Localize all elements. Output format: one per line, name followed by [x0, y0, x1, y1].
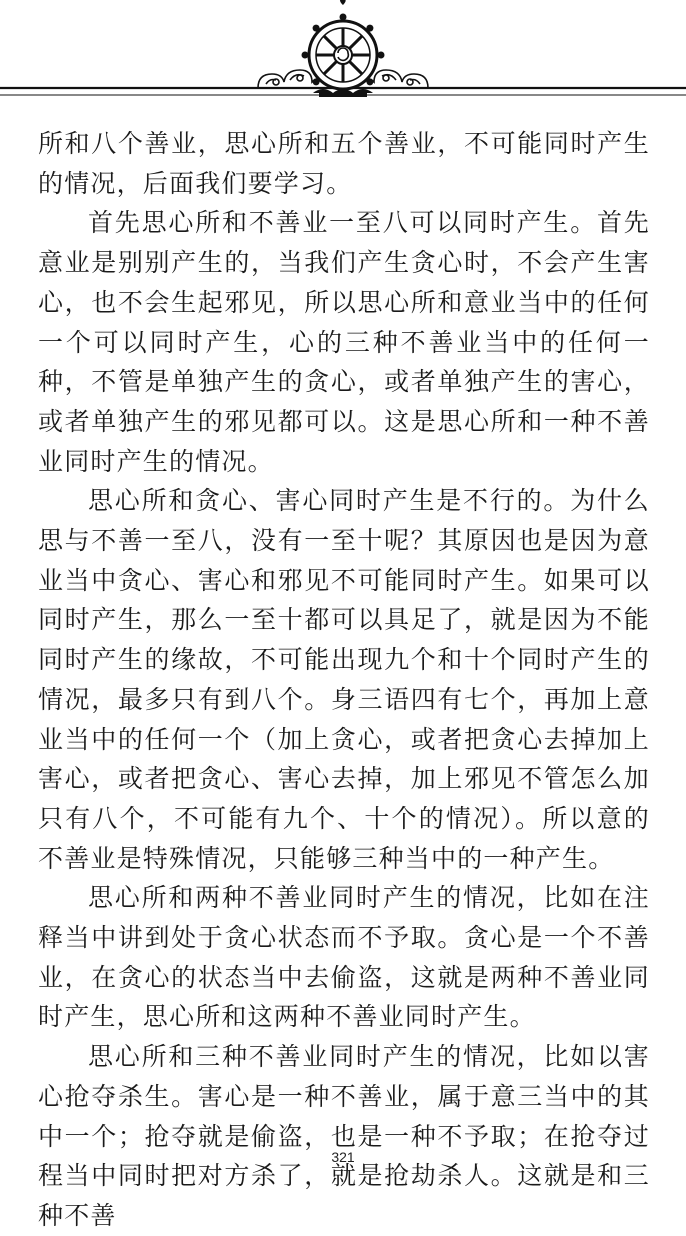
- document-body: [38, 124, 650, 1236]
- page-number: 321: [331, 1149, 355, 1165]
- paragraph: 首先思心所和不善业一至八可以同时产生。首先意业是别别产生的，当我们产生贪心时，不会产生害心，也不会生起邪见，所以思心所和意业当中的任何一个可以同时产生，心的三种不善业当中的任何一种，不管是单独产生的贪心，或者单独产生的害心，或者单独产生的邪见都可以。这是思心所和一种不善业同时产生的情况。: [38, 208, 650, 476]
- page-header-ornament: [0, 0, 686, 105]
- paragraph: 思心所和两种不善业同时产生的情况，比如在注释当中讲到处于贪心状态而不予取。贪心是一个不善业，在贪心的状态当中去偷盗，这就是两种不善业同时产生，思心所和这两种不善业同时产生。: [38, 883, 650, 1032]
- paragraph: 所和八个善业，思心所和五个善业，不可能同时产生的情况，后面我们要学习。: [38, 129, 650, 198]
- header-ornament-graphic: [0, 0, 686, 105]
- paragraph: 思心所和贪心、害心同时产生是不行的。为什么思与不善一至八，没有一至十呢？其原因也是因为意业当中贪心、害心和邪见不可能同时产生。如果可以同时产生，那么一至十都可以具足了，就是因为不能同时产生的缘故，不可能出现九个和十个同时产生的情况，最多只有到八个。身三语四有七个，再加上意业当中的任何一个（加上贪心，或者把贪心去掉加上害心，或者把贪心、害心去掉，加上邪见不管怎么加只有八个，不可能有九个、十个的情况）。所以意的不善业是特殊情况，只能够三种当中的一种产生。: [38, 486, 650, 873]
- dharma-wheel-icon: [302, 0, 385, 97]
- paragraph: 思心所和三种不善业同时产生的情况，比如以害心抢夺杀生。害心是一种不善业，属于意三当中的其中一个；抢夺就是偷盗，也是一种不予取；在抢夺过程当中同时把对方杀了，就是抢劫杀人。这就是和三种不善: [38, 1042, 650, 1230]
